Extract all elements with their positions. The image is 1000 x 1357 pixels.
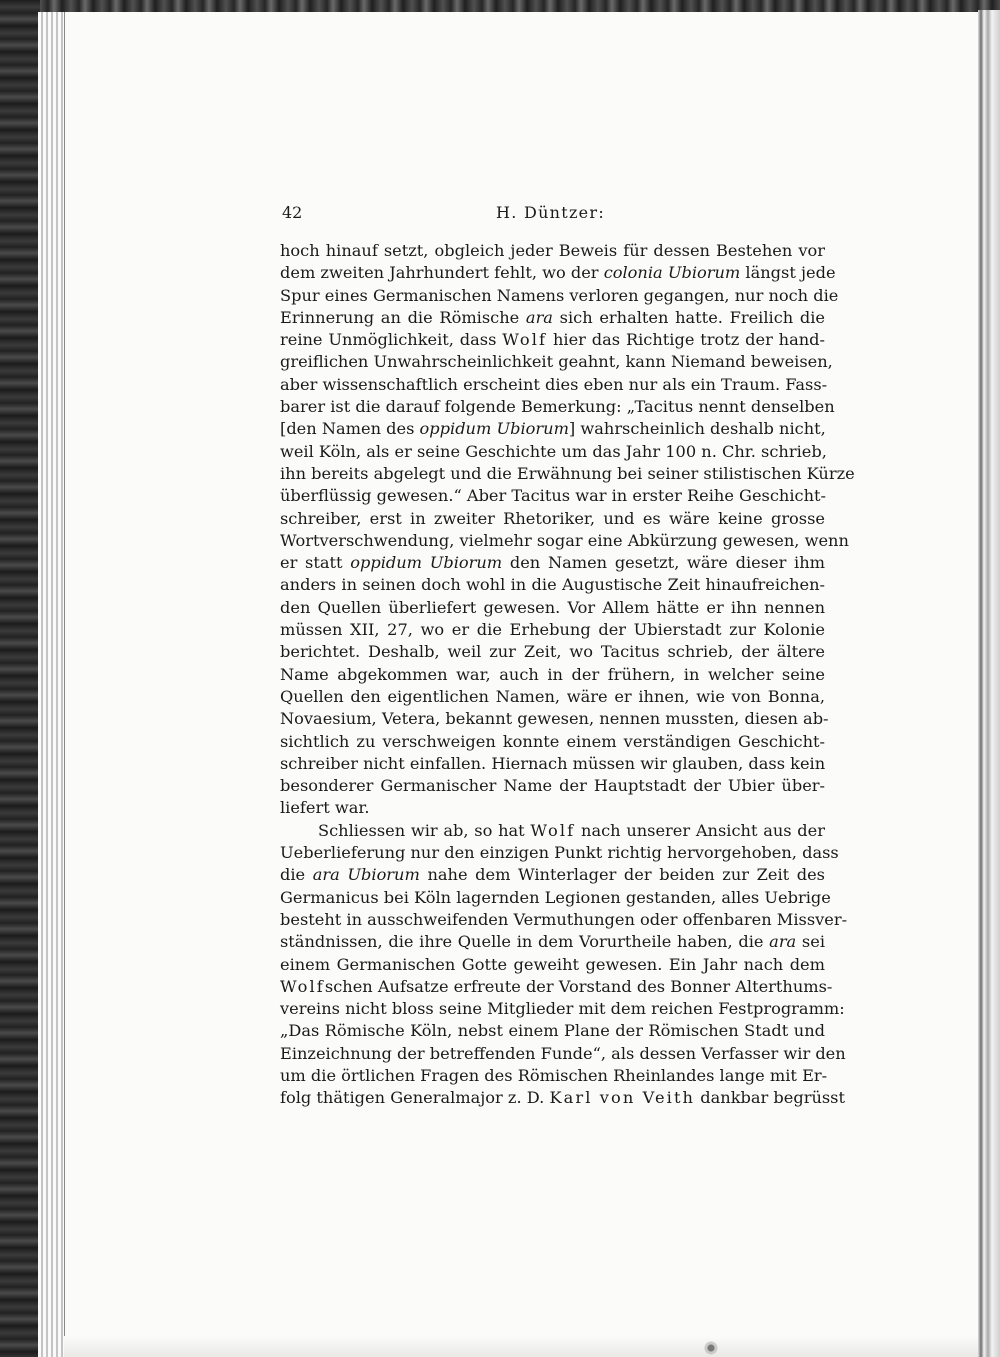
bottom-ornament bbox=[700, 1340, 722, 1356]
text-segment: weil Köln, als er seine Geschichte um das Jahr 100 n. Chr. schrieb, bbox=[280, 441, 827, 461]
text-line bbox=[280, 954, 825, 976]
text-segment: Schliessen wir ab, so hat bbox=[318, 820, 531, 840]
text-segment: nahe dem Winterlager der beiden zur Zeit des bbox=[419, 865, 825, 885]
text-segment: Ueberlieferung nur den einzigen Punkt richtig hervorgehoben, dass bbox=[280, 843, 839, 863]
text-line bbox=[280, 797, 825, 819]
page-number: 42 bbox=[282, 203, 303, 222]
text-segment: „Das Römische Köln, nebst einem Plane der Römischen Stadt und bbox=[280, 1021, 825, 1041]
text-line bbox=[280, 664, 825, 686]
italic-text: ara Ubiorum bbox=[312, 865, 420, 885]
spaced-name-text: Karl von Veith bbox=[549, 1088, 696, 1108]
text-segment: Germanicus bei Köln lagernden Legionen gestanden, alles Uebrige bbox=[280, 887, 831, 907]
page-right-edge bbox=[978, 10, 1000, 1357]
text-segment: Erinnerung an die Römische bbox=[280, 307, 526, 327]
text-line bbox=[280, 552, 825, 574]
text-segment: um die örtlichen Fragen des Römischen Rheinlandes lange mit Er- bbox=[280, 1065, 828, 1085]
text-line bbox=[280, 285, 839, 307]
italic-text: ara bbox=[525, 307, 553, 327]
text-segment: hoch hinauf setzt, obgleich jeder Beweis für dessen Bestehen vor bbox=[280, 241, 825, 260]
text-line bbox=[280, 820, 825, 842]
text-segment: anders in seinen doch wohl in die Augustische Zeit hinaufreichen- bbox=[280, 575, 825, 595]
text-line bbox=[280, 418, 825, 440]
text-line bbox=[280, 864, 825, 886]
text-line bbox=[280, 1043, 846, 1065]
text-line bbox=[280, 262, 836, 284]
text-line bbox=[280, 508, 825, 530]
text-segment: vereins nicht bloss seine Mitglieder mit dem reichen Festprogramm: bbox=[280, 999, 845, 1019]
text-line bbox=[280, 329, 825, 351]
text-segment: liefert war. bbox=[280, 798, 370, 818]
text-line bbox=[280, 1020, 825, 1042]
text-segment: die bbox=[280, 865, 313, 885]
text-segment: überflüssig gewesen.“ Aber Tacitus war in erster Reihe Geschicht- bbox=[280, 486, 826, 506]
text-segment: greiflichen Unwahrscheinlichkeit geahnt, kann Niemand beweisen, bbox=[280, 352, 833, 372]
text-segment: Spur eines Germanischen Namens verloren gegangen, nur noch die bbox=[280, 285, 839, 305]
text-segment: sichtlich zu verschweigen konnte einem verständigen Geschicht- bbox=[280, 731, 825, 751]
text-line bbox=[280, 1087, 845, 1109]
text-segment: sich erhalten hatte. Freilich die bbox=[552, 307, 825, 327]
text-segment: er statt bbox=[280, 553, 351, 573]
text-line bbox=[280, 976, 833, 998]
text-line bbox=[280, 351, 833, 373]
text-line bbox=[280, 842, 839, 864]
spaced-name-text: Wolf bbox=[530, 820, 576, 840]
text-line bbox=[280, 686, 825, 708]
text-segment: sei bbox=[796, 932, 825, 952]
text-segment: dem zweiten Jahrhundert fehlt, wo der bbox=[280, 263, 604, 283]
text-segment: schen Aufsatze erfreute der Vorstand des Bonner Alterthums- bbox=[324, 976, 833, 996]
text-line bbox=[280, 753, 825, 775]
spaced-name-text: Wolf bbox=[280, 976, 325, 996]
text-line bbox=[280, 731, 825, 753]
text-line bbox=[280, 574, 825, 596]
page-bottom-gutter bbox=[64, 1336, 978, 1357]
text-line bbox=[280, 931, 825, 953]
text-segment: [den Namen des bbox=[280, 419, 420, 439]
spaced-name-text: Wolf bbox=[502, 330, 548, 350]
text-segment: ihn bereits abgelegt und die Erwähnung bei seiner stilistischen Kürze bbox=[280, 463, 855, 483]
text-segment: Quellen den eigentlichen Namen, wäre er ihnen, wie von Bonna, bbox=[280, 686, 825, 706]
text-line bbox=[280, 485, 825, 507]
italic-text: oppidum Ubiorum bbox=[419, 419, 569, 439]
text-segment: den Namen gesetzt, wäre dieser ihm bbox=[502, 553, 825, 573]
text-line bbox=[280, 1065, 828, 1087]
text-segment: besonderer Germanischer Name der Hauptstadt der Ubier über- bbox=[280, 776, 825, 796]
text-line bbox=[280, 775, 825, 797]
text-segment: folg thätigen Generalmajor z. D. bbox=[280, 1088, 550, 1108]
text-segment: dankbar begrüsst bbox=[695, 1088, 845, 1108]
text-segment: Wortverschwendung, vielmehr sogar eine Abkürzung gewesen, wenn bbox=[280, 530, 849, 550]
text-segment: barer ist die darauf folgende Bemerkung: „Tacitus nennt denselben bbox=[280, 397, 835, 417]
text-segment: Name abgekommen war, auch in der frühern, in welcher seine bbox=[280, 664, 825, 684]
text-line bbox=[280, 396, 835, 418]
italic-text: ara bbox=[769, 932, 797, 952]
text-line bbox=[280, 619, 825, 641]
italic-text: colonia Ubiorum bbox=[603, 263, 741, 283]
text-segment: schreiber nicht einfallen. Hiernach müssen wir glauben, dass kein bbox=[280, 753, 826, 773]
body-text bbox=[280, 240, 855, 1110]
text-segment: reine Unmöglichkeit, dass bbox=[280, 330, 503, 350]
text-segment: müssen XII, 27, wo er die Erhebung der Ubierstadt zur Kolonie bbox=[280, 620, 825, 640]
italic-text: oppidum Ubiorum bbox=[350, 553, 503, 573]
text-segment: Einzeichnung der betreffenden Funde“, als dessen Verfasser wir den bbox=[280, 1043, 846, 1063]
text-segment: schreiber, erst in zweiter Rhetoriker, und es wäre keine grosse bbox=[280, 508, 825, 528]
text-line bbox=[280, 597, 825, 619]
text-segment: Novaesium, Vetera, bekannt gewesen, nennen mussten, diesen ab- bbox=[280, 709, 829, 729]
text-line bbox=[280, 307, 825, 329]
text-line bbox=[280, 708, 829, 730]
text-line bbox=[280, 998, 845, 1020]
page-header bbox=[282, 203, 827, 231]
text-line bbox=[280, 240, 825, 262]
text-line bbox=[280, 909, 848, 931]
text-segment: einem Germanischen Gotte geweiht gewesen. Ein Jahr nach dem bbox=[280, 954, 825, 974]
text-segment: ständnissen, die ihre Quelle in dem Vorurtheile haben, die bbox=[280, 932, 770, 952]
text-line bbox=[280, 641, 825, 663]
text-segment: ] wahrscheinlich deshalb nicht, bbox=[568, 419, 826, 439]
text-line bbox=[280, 887, 831, 909]
binding-edge-left bbox=[0, 0, 40, 1357]
text-segment: berichtet. Deshalb, weil zur Zeit, wo Tacitus schrieb, der ältere bbox=[280, 642, 825, 662]
text-segment: längst jede bbox=[740, 263, 836, 283]
text-line bbox=[280, 530, 849, 552]
text-segment: nach unserer Ansicht aus der bbox=[575, 820, 825, 840]
text-segment: aber wissenschaftlich erscheint dies eben nur als ein Traum. Fass- bbox=[280, 374, 828, 394]
text-segment: besteht in ausschweifenden Vermuthungen oder offenbaren Missver- bbox=[280, 909, 848, 929]
text-line bbox=[280, 441, 825, 463]
text-segment: den Quellen überliefert gewesen. Vor Allem hätte er ihn nennen bbox=[280, 597, 825, 617]
running-head: H. Düntzer: bbox=[496, 203, 606, 222]
text-line bbox=[280, 374, 828, 396]
text-line bbox=[280, 463, 855, 485]
text-segment: hier das Richtige trotz der hand- bbox=[547, 330, 825, 350]
